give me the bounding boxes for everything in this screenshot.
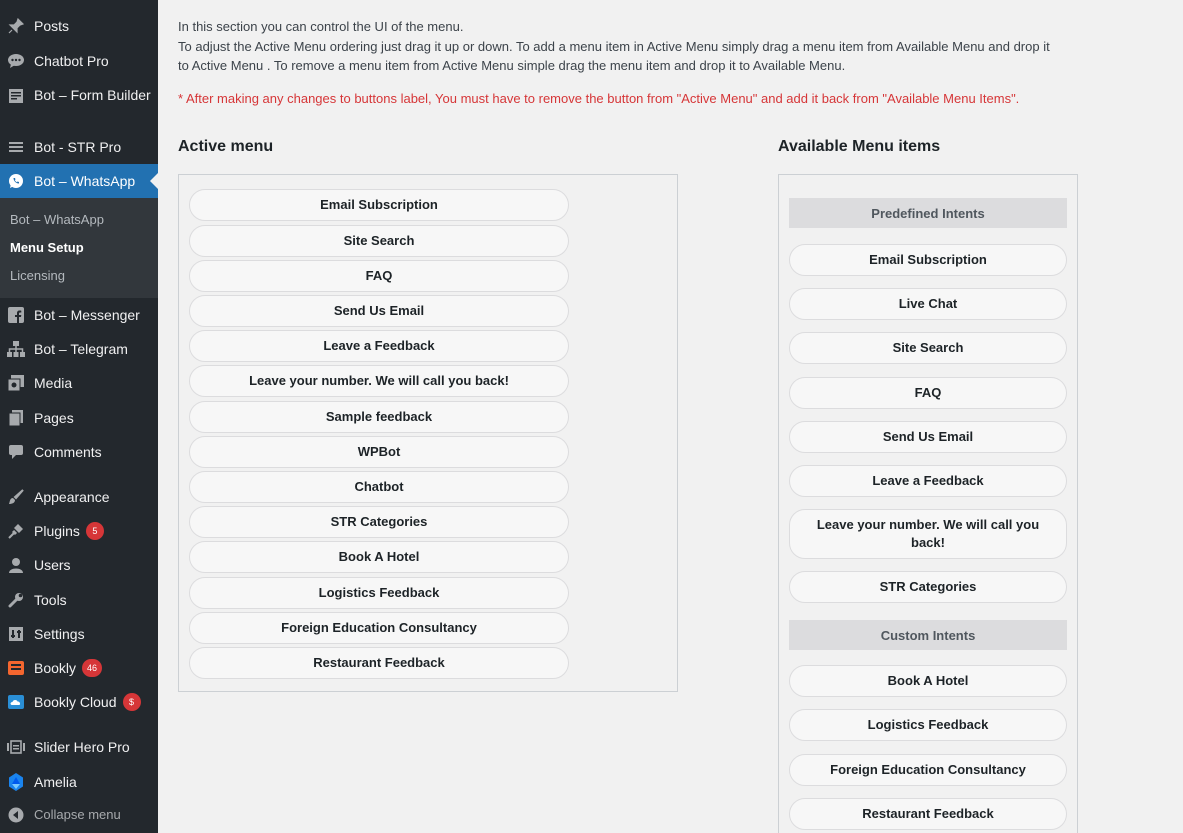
warning-text: * After making any changes to buttons label, You must have to remove the button from "Active Menu" and add it back from "Available Menu Items". (178, 91, 1020, 106)
bookly-count-badge: 46 (82, 659, 102, 677)
paintbrush-icon (7, 488, 25, 506)
active-menu-item[interactable]: Email Subscription (189, 189, 569, 221)
wrench-icon (7, 591, 25, 609)
amelia-icon (7, 773, 25, 791)
sitemap-icon (7, 340, 25, 358)
sidebar-item-label: Appearance (34, 489, 110, 505)
submenu-item-menu-setup[interactable]: Menu Setup (10, 240, 84, 255)
sidebar-item-settings[interactable] (0, 625, 158, 645)
plugins-update-badge: 5 (86, 522, 104, 540)
sidebar-item-label: Collapse menu (34, 807, 121, 822)
sidebar-item-label: Bookly Cloud $ (34, 693, 152, 711)
facebook-icon (7, 306, 25, 324)
sidebar-item-label: Posts (34, 18, 70, 34)
instructions-text-continued: to Active Menu . To remove a menu item from Active Menu simple drag the menu item and drop it to Available Menu. (178, 58, 846, 73)
sidebar-item-users[interactable] (0, 556, 158, 576)
bookly-cloud-badge: $ (123, 693, 141, 711)
active-menu-item[interactable]: Logistics Feedback (189, 577, 569, 609)
active-menu-item[interactable]: Site Search (189, 225, 569, 257)
active-menu-item[interactable]: Send Us Email (189, 295, 569, 327)
sidebar-item-chatbot-pro[interactable] (0, 52, 158, 72)
media-icon (7, 374, 25, 392)
pages-icon (7, 409, 25, 427)
available-menu-title: Available Menu items (778, 138, 941, 155)
sidebar-item-pages[interactable] (0, 409, 158, 429)
sidebar-item-posts[interactable] (0, 17, 158, 37)
sidebar-item-label: Comments (34, 444, 102, 460)
custom-intents-header: Custom Intents (789, 620, 1067, 650)
active-menu-item[interactable]: Sample feedback (189, 401, 569, 433)
sidebar-item-appearance[interactable] (0, 488, 158, 508)
active-menu-title: Active menu (178, 138, 274, 155)
sidebar-item-label: Bot – Messenger (34, 307, 140, 323)
chat-bubble-icon (7, 52, 25, 70)
available-menu-item[interactable]: STR Categories (789, 571, 1067, 603)
admin-sidebar (0, 0, 158, 833)
sidebar-item-label: Tools (34, 592, 67, 608)
collapse-menu-button[interactable] (0, 806, 158, 826)
sidebar-item-str-pro[interactable] (0, 138, 158, 158)
available-menu-item[interactable]: Leave your number. We will call you back! (789, 509, 1067, 559)
sidebar-item-plugins[interactable] (0, 522, 158, 542)
sidebar-item-slider-hero[interactable] (0, 738, 158, 758)
available-menu-item[interactable]: FAQ (789, 377, 1067, 409)
cloud-icon (7, 693, 25, 711)
sidebar-item-whatsapp[interactable] (0, 164, 158, 198)
available-menu-item[interactable]: Leave a Feedback (789, 465, 1067, 497)
sidebar-item-messenger[interactable] (0, 306, 158, 326)
active-menu-list[interactable] (178, 174, 678, 692)
form-icon (7, 87, 25, 105)
intro-text: In this section you can control the UI of the menu. (178, 19, 464, 34)
submenu-item-licensing[interactable]: Licensing (10, 268, 65, 283)
available-menu-item[interactable]: Send Us Email (789, 421, 1067, 453)
active-menu-item[interactable]: Leave your number. We will call you back! (189, 365, 569, 397)
sidebar-item-form-builder[interactable] (0, 86, 158, 124)
sidebar-item-label: Users (34, 557, 71, 573)
available-menu-item[interactable]: Site Search (789, 332, 1067, 364)
sidebar-item-label: Pages (34, 410, 74, 426)
sidebar-item-label: Plugins 5 (34, 522, 152, 540)
menu-lines-icon (7, 138, 25, 156)
settings-icon (7, 625, 25, 643)
submenu-item-whatsapp[interactable]: Bot – WhatsApp (10, 212, 104, 227)
active-menu-item[interactable]: Chatbot (189, 471, 569, 503)
sidebar-item-label: Bot – Telegram (34, 341, 128, 357)
sidebar-item-label: Chatbot Pro (34, 53, 109, 69)
active-menu-item[interactable]: Foreign Education Consultancy (189, 612, 569, 644)
sidebar-item-bookly[interactable] (0, 659, 158, 679)
available-menu-list[interactable] (778, 174, 1078, 833)
sidebar-item-label: Bot – Form Builder (34, 87, 151, 103)
available-menu-item[interactable]: Restaurant Feedback (789, 798, 1067, 830)
sidebar-item-label: Bot - STR Pro (34, 139, 122, 155)
available-menu-item[interactable]: Email Subscription (789, 244, 1067, 276)
whatsapp-icon (7, 172, 25, 190)
sidebar-item-tools[interactable] (0, 591, 158, 611)
active-menu-item[interactable]: STR Categories (189, 506, 569, 538)
sidebar-item-telegram[interactable] (0, 340, 158, 360)
sidebar-item-media[interactable] (0, 374, 158, 394)
instructions-text: To adjust the Active Menu ordering just drag it up or down. To add a menu item in Active Menu simply drag a menu item from Available Menu and drop it (178, 39, 1050, 54)
active-menu-item[interactable]: Book A Hotel (189, 541, 569, 573)
current-page-arrow (150, 173, 158, 189)
sidebar-item-label: Amelia (34, 774, 77, 790)
available-menu-item[interactable]: Logistics Feedback (789, 709, 1067, 741)
whatsapp-submenu (0, 198, 158, 298)
sidebar-item-label: Bookly 46 (34, 659, 152, 677)
slider-icon (7, 738, 25, 756)
active-menu-item[interactable]: WPBot (189, 436, 569, 468)
collapse-icon (7, 806, 25, 824)
available-menu-item[interactable]: Book A Hotel (789, 665, 1067, 697)
available-menu-item[interactable]: Live Chat (789, 288, 1067, 320)
bookly-icon (7, 659, 25, 677)
sidebar-item-amelia[interactable] (0, 773, 158, 793)
plug-icon (7, 522, 25, 540)
sidebar-item-comments[interactable] (0, 443, 158, 463)
user-icon (7, 556, 25, 574)
sidebar-item-label: Bot – WhatsApp (34, 173, 136, 189)
sidebar-item-label: Media (34, 375, 73, 391)
active-menu-item[interactable]: FAQ (189, 260, 569, 292)
sidebar-item-bookly-cloud[interactable] (0, 693, 158, 713)
pin-icon (7, 17, 25, 35)
available-menu-item[interactable]: Foreign Education Consultancy (789, 754, 1067, 786)
predefined-intents-header: Predefined Intents (789, 198, 1067, 228)
comment-icon (7, 443, 25, 461)
active-menu-item[interactable]: Restaurant Feedback (189, 647, 569, 679)
active-menu-item[interactable]: Leave a Feedback (189, 330, 569, 362)
sidebar-item-label: Settings (34, 626, 85, 642)
sidebar-item-label: Slider Hero Pro (34, 739, 130, 755)
